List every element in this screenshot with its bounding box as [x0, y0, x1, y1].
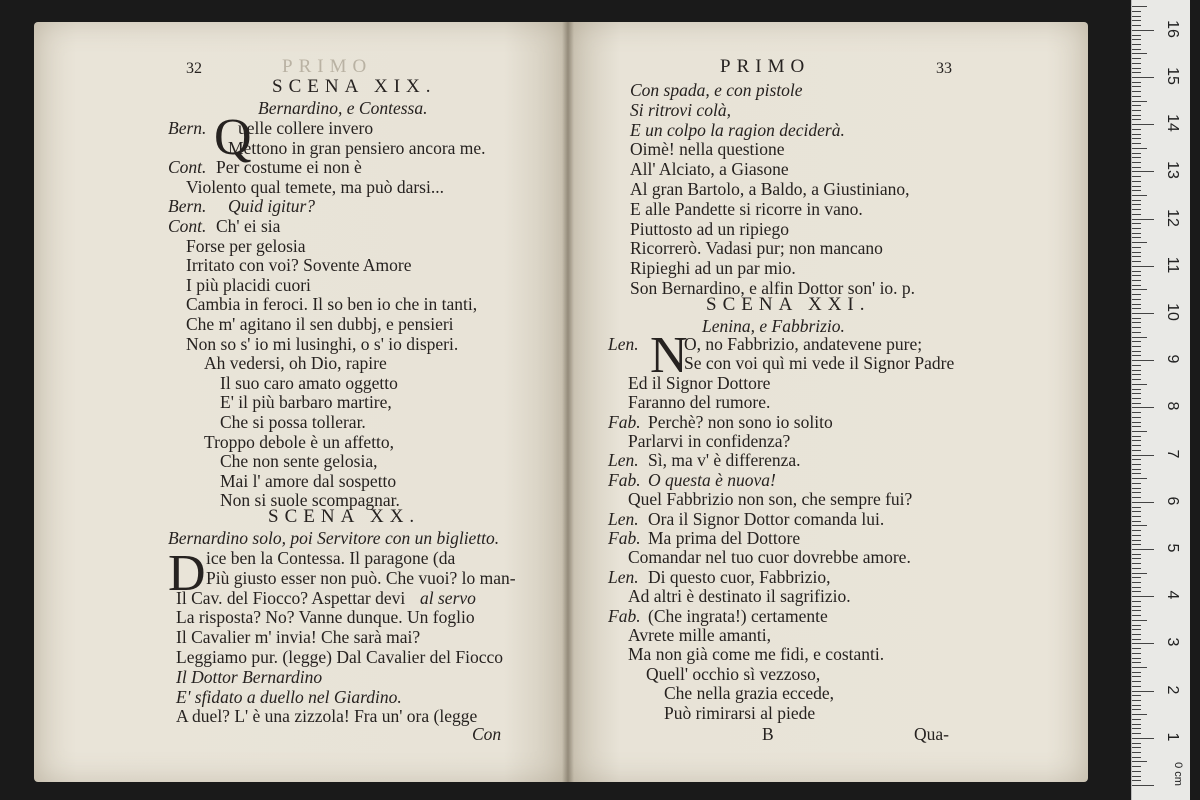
ruler-tick	[1132, 119, 1141, 120]
verse-line: Ripieghi ad un par mio.	[630, 258, 796, 279]
ruler-tick	[1132, 190, 1141, 191]
drop-cap-d: D	[168, 545, 206, 602]
scene-19-title: SCENA XIX.	[272, 76, 437, 97]
ruler-tick	[1132, 502, 1154, 503]
verse-line: All' Alciato, a Giasone	[630, 159, 789, 180]
drop-cap-q: Q	[214, 109, 252, 166]
page-number-left: 32	[186, 60, 202, 77]
ruler-tick	[1132, 568, 1141, 569]
verse-line: Mettono in gran pensiero ancora me.	[228, 137, 486, 158]
ruler-unit-label: 0 cm	[1172, 762, 1184, 786]
ruler-tick	[1132, 507, 1141, 508]
verse-line: Ma non già come me fidi, e costanti.	[628, 644, 885, 665]
ruler-tick	[1132, 134, 1141, 135]
ruler-tick	[1132, 20, 1141, 21]
ruler-tick	[1132, 700, 1141, 701]
ruler-tick	[1132, 667, 1147, 668]
ruler-tick	[1132, 370, 1141, 371]
speaker-label: Fab.	[608, 411, 641, 432]
ruler-tick	[1132, 124, 1154, 125]
speaker-label: Len.	[608, 450, 639, 471]
verse-line: Il Dottor Bernardino	[176, 666, 323, 687]
ruler-number: 10	[1164, 303, 1181, 321]
verse-line: (Che ingrata!) certamente	[648, 605, 828, 626]
ruler-tick	[1132, 407, 1154, 408]
scene-19-cast: Bernardino, e Contessa.	[258, 98, 428, 118]
ruler-tick	[1132, 785, 1154, 786]
ruler-tick	[1132, 209, 1141, 210]
speaker-label: Fab.	[608, 528, 641, 548]
ruler-tick	[1132, 436, 1141, 437]
ruler-tick	[1132, 30, 1154, 31]
ruler-tick	[1132, 389, 1141, 390]
ruler-tick	[1132, 157, 1141, 158]
ruler-tick	[1132, 530, 1141, 531]
ruler-tick	[1132, 171, 1154, 172]
ruler-tick	[1132, 596, 1154, 597]
verse-line: Violento qual temete, ma può darsi...	[186, 176, 444, 197]
ruler-tick	[1132, 63, 1141, 64]
ruler-tick	[1132, 558, 1141, 559]
ruler-tick	[1132, 332, 1141, 333]
ruler-tick	[1132, 271, 1141, 272]
ruler-tick	[1132, 341, 1141, 342]
ruler-tick	[1132, 58, 1141, 59]
ruler-tick	[1132, 587, 1141, 588]
verse-line: Son Bernardino, e alfin Dottor son' io. p.	[630, 278, 916, 298]
ruler-tick	[1132, 403, 1141, 404]
ruler-tick	[1132, 658, 1141, 659]
ruler-tick	[1132, 294, 1141, 295]
ruler-tick	[1132, 186, 1141, 187]
ruler-tick	[1132, 766, 1141, 767]
running-head-right: PRIMO	[720, 56, 811, 77]
verse-line: Ah vedersi, oh Dio, rapire	[204, 353, 387, 374]
signature-mark: B	[762, 724, 774, 744]
ruler-number: 5	[1164, 543, 1181, 553]
speaker-label: Fab.	[608, 469, 641, 490]
ruler-tick	[1132, 747, 1141, 748]
ruler-tick	[1132, 181, 1141, 182]
ruler-number: 4	[1164, 590, 1181, 600]
ruler-tick	[1132, 639, 1141, 640]
ruler-tick	[1132, 544, 1141, 545]
speaker-label: Len.	[608, 508, 639, 529]
ruler-tick	[1132, 247, 1141, 248]
verse-line: Il Cavalier m' invia! Che sarà mai?	[176, 627, 421, 648]
ruler-number: 7	[1164, 449, 1181, 459]
ruler-tick	[1132, 582, 1141, 583]
ruler-tick	[1132, 743, 1141, 744]
verse-line: Cambia in feroci. Il so ben io che in tanti,	[186, 294, 478, 315]
verse-line: I più placidi cuori	[186, 274, 311, 295]
speaker-label: Cont.	[168, 216, 207, 236]
ruler-tick	[1132, 318, 1141, 319]
ruler-tick	[1132, 143, 1141, 144]
ruler-tick	[1132, 540, 1141, 541]
verse-line: Non si suole scompagnar.	[220, 490, 400, 511]
ruler-tick	[1132, 464, 1141, 465]
ruler-tick	[1132, 473, 1141, 474]
ruler-tick	[1132, 601, 1141, 602]
ruler-tick	[1132, 431, 1147, 432]
verse-line: Al gran Bartolo, a Baldo, a Giustiniano,	[630, 179, 910, 199]
ruler-tick	[1132, 204, 1141, 205]
ruler-tick	[1132, 629, 1141, 630]
ruler-tick	[1132, 752, 1141, 753]
ruler-tick	[1132, 129, 1141, 130]
ruler-tick	[1132, 167, 1141, 168]
verse-line: Parlarvi in confidenza?	[628, 431, 791, 451]
ruler-tick	[1132, 153, 1141, 154]
ruler-tick	[1132, 525, 1147, 526]
ruler-tick	[1132, 374, 1141, 375]
ruler-tick	[1132, 6, 1147, 7]
verse-line: Che non sente gelosia,	[220, 451, 378, 472]
drop-cap-n: N	[650, 327, 688, 384]
ruler-number: 9	[1164, 354, 1181, 364]
ruler-tick	[1132, 709, 1141, 710]
speaker-label: Bern.	[168, 196, 207, 217]
ruler-tick	[1132, 691, 1154, 692]
ruler-tick	[1132, 676, 1141, 677]
verse-line: E alle Pandette si ricorre in vano.	[630, 198, 863, 219]
ruler-tick	[1132, 16, 1141, 17]
ruler-tick	[1132, 233, 1141, 234]
ruler-tick	[1132, 138, 1141, 139]
ruler-tick	[1132, 237, 1141, 238]
scene-21-title: SCENA XXI.	[706, 294, 871, 315]
ruler-tick	[1132, 304, 1141, 305]
ruler-tick	[1132, 49, 1141, 50]
ruler-tick	[1132, 219, 1154, 220]
verse-line: Quel Fabbrizio non son, che sempre fui?	[628, 489, 913, 510]
ruler-tick	[1132, 535, 1141, 536]
ruler-tick	[1132, 733, 1141, 734]
verse-line: Irritato con voi? Sovente Amore	[186, 255, 412, 276]
ruler-tick	[1132, 681, 1141, 682]
ruler-tick	[1132, 228, 1141, 229]
ruler-tick	[1132, 573, 1147, 574]
ruler-tick	[1132, 492, 1141, 493]
speaker-label: Len.	[608, 334, 639, 354]
verse-line: Quell' occhio sì vezzoso,	[646, 663, 821, 684]
ruler-tick	[1132, 337, 1147, 338]
ruler-tick	[1132, 662, 1141, 663]
catchword-right: Qua-	[914, 724, 949, 744]
verse-line: O questa è nuova!	[648, 469, 776, 490]
ruler-tick	[1132, 101, 1147, 102]
ruler-tick	[1132, 445, 1141, 446]
ruler-tick	[1132, 72, 1141, 73]
ruler-tick	[1132, 91, 1141, 92]
ruler-tick	[1132, 511, 1141, 512]
ruler-number: 3	[1164, 637, 1181, 647]
verse-line: Forse per gelosia	[186, 235, 306, 256]
verse-line: Comandar nel tuo cuor dovrebbe amore.	[628, 547, 911, 568]
ruler-tick	[1132, 469, 1141, 470]
verse-line: E un colpo la ragion deciderà.	[630, 119, 845, 140]
verse-line: E' il più barbaro martire,	[220, 392, 392, 413]
verse-line: Che nella grazia eccede,	[664, 683, 835, 704]
ruler-tick	[1132, 478, 1147, 479]
ruler-tick	[1132, 686, 1141, 687]
ruler-tick	[1132, 455, 1154, 456]
verse-line: Ad altri è destinato il sagrifizio.	[628, 586, 851, 607]
verse-line: Ma prima del Dottore	[648, 528, 801, 548]
verse-line: Non so s' io mi lusinghi, o s' io disperi.	[186, 333, 459, 354]
ruler-tick	[1132, 266, 1154, 267]
ruler-tick	[1132, 289, 1147, 290]
verse-line: Oimè! nella questione	[630, 139, 785, 160]
ruler-tick	[1132, 252, 1141, 253]
ruler-tick	[1132, 176, 1141, 177]
ruler-tick	[1132, 780, 1141, 781]
ruler-tick	[1132, 82, 1141, 83]
ruler-tick	[1132, 86, 1141, 87]
verse-line: Ch' ei sia	[216, 216, 281, 236]
verse-line: Ed il Signor Dottore	[628, 372, 771, 393]
ruler-tick	[1132, 11, 1141, 12]
scene-20-cast: Bernardino solo, poi Servitore con un biglietto.	[168, 528, 500, 548]
verse-line: ice ben la Contessa. Il paragone (da	[206, 548, 456, 568]
ruler-tick	[1132, 643, 1154, 644]
ruler-tick	[1132, 719, 1141, 720]
verse-line: Più giusto esser non può. Che vuoi? lo man-	[206, 567, 516, 588]
speaker-label: Cont.	[168, 157, 207, 178]
speaker-label: Len.	[608, 566, 639, 587]
ruler-tick	[1132, 516, 1141, 517]
ruler-tick	[1132, 549, 1154, 550]
ruler-tick	[1132, 25, 1141, 26]
ruler-tick	[1132, 728, 1141, 729]
ruler-tick	[1132, 360, 1154, 361]
ruler-tick	[1132, 653, 1141, 654]
speaker-label: Fab.	[608, 605, 641, 626]
ruler-tick	[1132, 365, 1141, 366]
verse-line: Si ritrovi colà,	[630, 99, 731, 120]
ruler-number: 2	[1164, 685, 1181, 695]
ruler-tick	[1132, 322, 1141, 323]
book-gutter	[562, 22, 574, 782]
verse-line: Avrete mille amanti,	[628, 625, 772, 645]
ruler-tick	[1132, 591, 1141, 592]
ruler-tick	[1132, 488, 1141, 489]
ruler-tick	[1132, 44, 1141, 45]
ruler-tick	[1132, 200, 1141, 201]
verse-line: Troppo debole è un affetto,	[204, 431, 395, 452]
ruler-tick	[1132, 761, 1147, 762]
verse-line: Sì, ma v' è differenza.	[648, 450, 801, 471]
verse-line: Il Cav. del Fiocco? Aspettar devi	[176, 587, 406, 608]
ruler-number: 11	[1164, 256, 1181, 274]
verse-line: Perchè? non sono io solito	[648, 411, 833, 432]
ruler-tick	[1132, 53, 1147, 54]
ruler-tick	[1132, 497, 1141, 498]
ruler-tick	[1132, 275, 1141, 276]
ruler-tick	[1132, 417, 1141, 418]
ruler-tick	[1132, 280, 1141, 281]
ruler-tick	[1132, 422, 1141, 423]
ruler-tick	[1132, 757, 1141, 758]
aside-al-servo: al servo	[420, 588, 476, 608]
ruler-tick	[1132, 261, 1141, 262]
ruler-tick	[1132, 77, 1154, 78]
ruler-tick	[1132, 714, 1147, 715]
ruler-tick	[1132, 393, 1141, 394]
scene-20-title: SCENA XX.	[268, 506, 421, 527]
ruler-tick	[1132, 96, 1141, 97]
verse-line: Mai l' amore dal sospetto	[220, 470, 397, 491]
verse-line: Ricorrerò. Vadasi pur; non mancano	[630, 238, 883, 259]
verse-line: Il suo caro amato oggetto	[220, 372, 398, 393]
ruler-number: 1	[1164, 732, 1181, 742]
ruler-tick	[1132, 648, 1141, 649]
verse-line: La risposta? No? Vanne dunque. Un foglio	[176, 607, 475, 628]
verse-line: A duel? L' è una zizzola! Fra un' ora (legge	[176, 706, 478, 727]
ruler-tick	[1132, 724, 1141, 725]
verse-line: uelle collere invero	[238, 118, 374, 138]
catchword-left: Con	[472, 724, 502, 744]
ruler-tick	[1132, 214, 1141, 215]
verse-line: Di questo cuor, Fabbrizio,	[648, 566, 831, 587]
verse-line: E' sfidato a duello nel Giardino.	[176, 686, 402, 707]
page-number-right: 33	[936, 60, 952, 77]
ruler-tick	[1132, 672, 1141, 673]
ruler-tick	[1132, 35, 1141, 36]
ruler-tick	[1132, 695, 1141, 696]
ruler-tick	[1132, 625, 1141, 626]
verse-line: Faranno del rumore.	[628, 392, 771, 413]
ruler-tick	[1132, 162, 1141, 163]
ruler-tick	[1132, 563, 1141, 564]
ruler-tick	[1132, 483, 1141, 484]
verse-line: Leggiamo pur. (legge) Dal Cavalier del Fiocco	[176, 647, 504, 667]
ruler-tick	[1132, 577, 1141, 578]
ruler-tick	[1132, 606, 1141, 607]
speaker-label: Bern.	[168, 118, 207, 138]
verse-line: O, no Fabbrizio, andatevene pure;	[684, 334, 923, 354]
measurement-ruler	[1131, 0, 1190, 800]
ruler-tick	[1132, 68, 1141, 69]
ruler-tick	[1132, 620, 1147, 621]
ruler-tick	[1132, 299, 1141, 300]
ruler-tick	[1132, 110, 1141, 111]
ruler-tick	[1132, 105, 1141, 106]
ruler-tick	[1132, 771, 1141, 772]
ruler-tick	[1132, 615, 1141, 616]
ruler-tick	[1132, 195, 1147, 196]
ruler-tick	[1132, 398, 1141, 399]
ruler-tick	[1132, 554, 1141, 555]
ruler-tick	[1132, 610, 1141, 611]
verse-line: Può rimirarsi al piede	[664, 702, 816, 723]
ruler-tick	[1132, 450, 1141, 451]
ruler-tick	[1132, 384, 1147, 385]
verse-line: Piuttosto ad un ripiego	[630, 218, 789, 239]
ruler-tick	[1132, 115, 1141, 116]
ruler-number: 13	[1164, 161, 1181, 180]
ruler-tick	[1132, 256, 1141, 257]
ruler-tick	[1132, 285, 1141, 286]
ruler-tick	[1132, 313, 1154, 314]
ruler-tick	[1132, 521, 1141, 522]
ruler-tick	[1132, 327, 1141, 328]
ruler-number: 12	[1164, 208, 1181, 227]
ruler-tick	[1132, 634, 1141, 635]
ruler-number: 8	[1164, 401, 1181, 411]
ruler-tick	[1132, 738, 1154, 739]
ruler-tick	[1132, 223, 1141, 224]
ruler-number: 15	[1164, 67, 1181, 85]
ruler-number: 16	[1164, 19, 1181, 38]
ruler-number: 14	[1164, 114, 1181, 133]
ruler-tick	[1132, 351, 1141, 352]
verse-line: Quid igitur?	[228, 196, 316, 217]
ruler-tick	[1132, 776, 1141, 777]
ruler-tick	[1132, 379, 1141, 380]
ruler-tick	[1132, 355, 1141, 356]
ruler-number: 6	[1164, 496, 1181, 506]
verse-line: Che si possa tollerar.	[220, 412, 366, 432]
verse-line: Se con voi quì mi vede il Signor Padre	[684, 353, 955, 374]
scene-21-cast: Lenina, e Fabbrizio.	[702, 316, 845, 336]
verse-line: Per costume ei non è	[216, 157, 362, 178]
ruler-tick	[1132, 39, 1141, 40]
ruler-tick	[1132, 426, 1141, 427]
ruler-tick	[1132, 459, 1141, 460]
ruler-tick	[1132, 308, 1141, 309]
verse-line: Che m' agitano il sen dubbj, e pensieri	[186, 314, 454, 334]
running-head-left: PRIMO	[282, 56, 373, 77]
ruler-tick	[1132, 412, 1141, 413]
verse-line: Ora il Signor Dottor comanda lui.	[648, 508, 885, 529]
ruler-tick	[1132, 242, 1147, 243]
ruler-tick	[1132, 346, 1141, 347]
verse-line: Con spada, e con pistole	[630, 80, 803, 100]
ruler-tick	[1132, 148, 1147, 149]
ruler-tick	[1132, 440, 1141, 441]
ruler-tick	[1132, 705, 1141, 706]
